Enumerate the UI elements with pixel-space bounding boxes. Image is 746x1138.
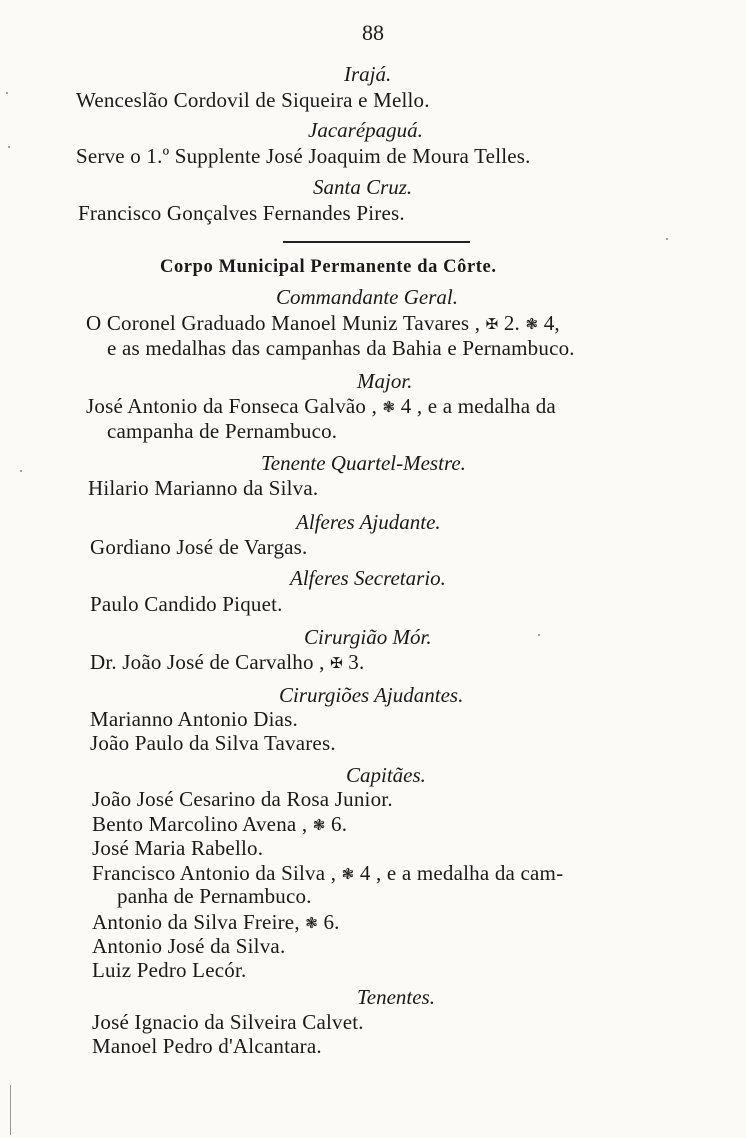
heading-alferes-ajudante: Alferes Ajudante.: [296, 510, 441, 534]
entry-line: [86, 311, 560, 336]
cross-icon: ✠: [485, 317, 499, 333]
page-number: 88: [362, 20, 384, 45]
entry-text: 4 , e a medalha da: [400, 394, 556, 418]
heading-capitaes: Capitães.: [346, 763, 426, 787]
section-heading-iraja: Irajá.: [344, 62, 392, 86]
entry-line: Manoel Pedro d'Alcantara.: [92, 1034, 322, 1058]
speck: [20, 470, 22, 472]
entry-line: [90, 650, 364, 675]
entry-text: Dr. João José de Carvalho ,: [90, 650, 325, 674]
entry-line: Wenceslão Cordovil de Siqueira e Mello.: [76, 88, 430, 112]
entry-line: Hilario Marianno da Silva.: [88, 476, 319, 500]
entry-line: Antonio José da Silva.: [92, 934, 286, 958]
speck: [666, 238, 668, 240]
entry-line: panha de Pernambuco.: [117, 884, 312, 908]
heading-cirurgiao-mor: Cirurgião Mór.: [304, 625, 432, 649]
entry-line: José Maria Rabello.: [92, 836, 264, 860]
entry-text: O Coronel Graduado Manoel Muniz Tavares ,: [86, 311, 481, 335]
entry-text: 6.: [323, 910, 340, 934]
entry-text: 4 , e a medalha da cam-: [359, 861, 564, 885]
entry-line: Francisco Gonçalves Fernandes Pires.: [78, 201, 405, 225]
heading-tenente-quartel-mestre: Tenente Quartel-Mestre.: [261, 451, 466, 475]
heading-tenentes: Tenentes.: [357, 985, 435, 1009]
entry-line: João Paulo da Silva Tavares.: [90, 731, 336, 755]
section-heading-jacarepagua: Jacarépaguá.: [308, 118, 423, 142]
speck: [538, 634, 540, 636]
entry-text: 4,: [543, 311, 560, 335]
entry-line: Luiz Pedro Lecór.: [92, 958, 247, 982]
speck: [8, 146, 10, 148]
entry-line: [92, 910, 340, 935]
rose-icon: ❃: [525, 317, 539, 333]
heading-alferes-secretario: Alferes Secretario.: [290, 566, 446, 590]
entry-line: José Ignacio da Silveira Calvet.: [92, 1010, 364, 1034]
entry-line: e as medalhas das campanhas da Bahia e Pernambuco.: [107, 336, 575, 360]
entry-line: [92, 861, 563, 886]
entry-text: 2.: [503, 311, 521, 335]
heading-cirurgioes-ajudantes: Cirurgiões Ajudantes.: [279, 683, 464, 707]
entry-line: Gordiano José de Vargas.: [90, 535, 308, 559]
rose-icon: ❃: [382, 400, 396, 416]
entry-line: [92, 812, 347, 837]
entry-line: Marianno Antonio Dias.: [90, 707, 298, 731]
entry-line: João José Cesarino da Rosa Junior.: [92, 787, 393, 811]
section-heading-santa-cruz: Santa Cruz.: [313, 175, 413, 199]
cross-icon: ✠: [330, 656, 343, 672]
speck: [6, 92, 8, 94]
rose-icon: ❃: [312, 818, 326, 834]
entry-line: Paulo Candido Piquet.: [90, 592, 283, 616]
entry-text: Bento Marcolino Avena ,: [92, 812, 308, 836]
entry-text: Antonio da Silva Freire,: [92, 910, 300, 934]
heading-commandante: Commandante Geral.: [276, 285, 458, 309]
rose-icon: ❃: [305, 916, 319, 932]
heading-major: Major.: [357, 369, 413, 393]
margin-mark: [10, 1085, 11, 1135]
entry-text: 6.: [331, 812, 348, 836]
entry-text: Francisco Antonio da Silva ,: [92, 861, 337, 885]
rose-icon: ❃: [341, 867, 355, 883]
corpo-title: Corpo Municipal Permanente da Côrte.: [160, 257, 497, 277]
entry-line: Serve o 1.º Supplente José Joaquim de Moura Telles.: [76, 144, 531, 168]
entry-line: campanha de Pernambuco.: [107, 419, 338, 443]
entry-text: 3.: [348, 650, 365, 674]
section-divider: [283, 241, 470, 243]
entry-text: José Antonio da Fonseca Galvão ,: [86, 394, 378, 418]
entry-line: [86, 394, 556, 419]
